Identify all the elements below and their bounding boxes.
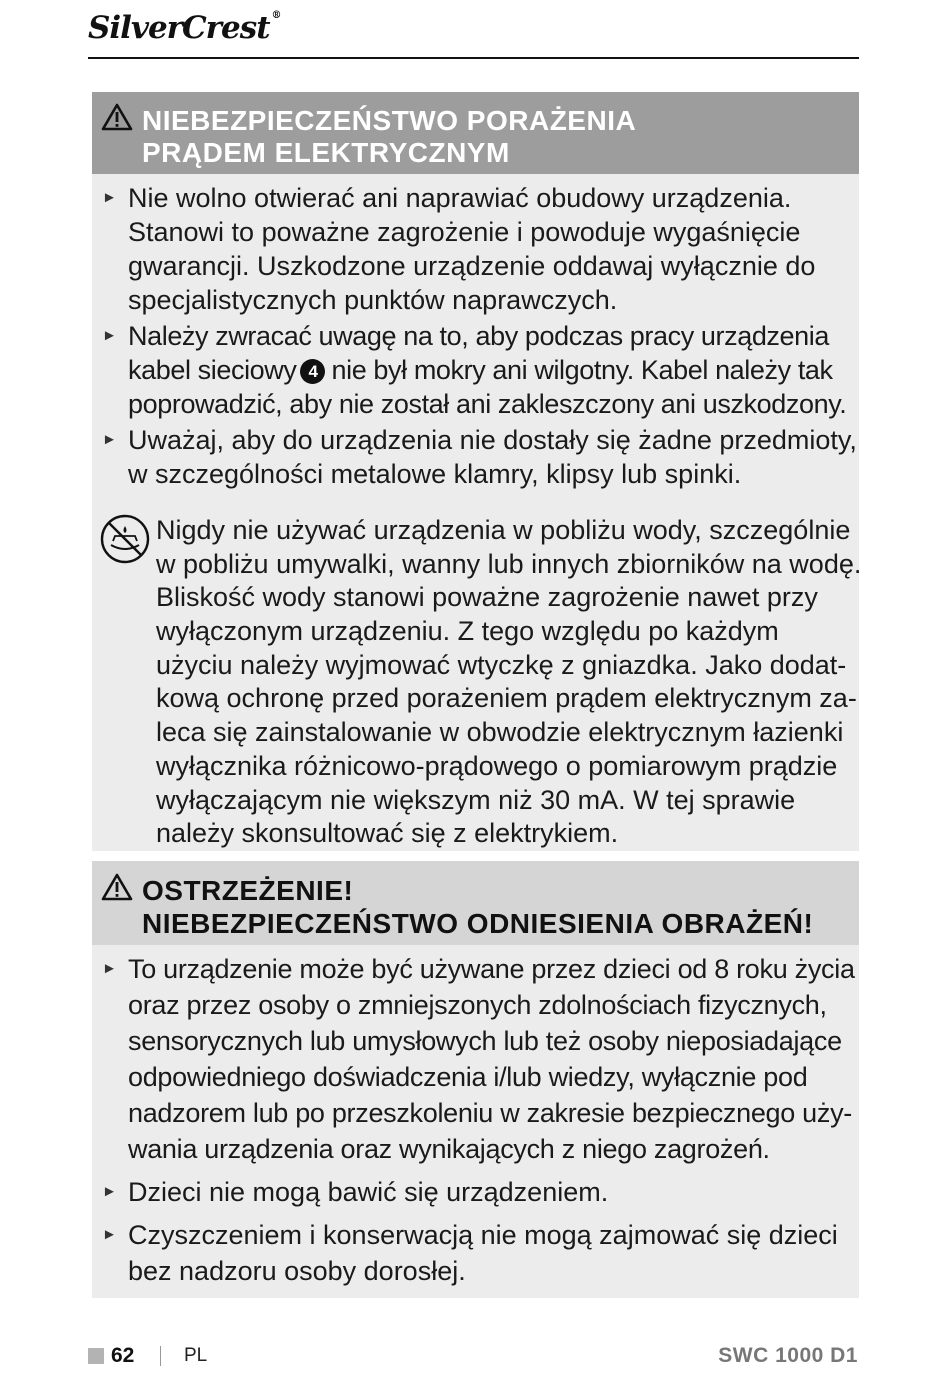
text-line: wyłączonym urządzeniu. Z tego względu po każdym	[156, 616, 779, 647]
footer-square	[88, 1348, 104, 1364]
section-title-line1: NIEBEZPIECZEŃSTWO PORAŻENIA	[142, 105, 637, 136]
text-line: bez nadzoru osoby dorosłej.	[128, 1256, 466, 1286]
text-line: Bliskość wody stanowi poważne zagrożenie nawet przy	[156, 582, 818, 613]
bullet-icon: ►	[102, 327, 117, 344]
bullet-icon: ►	[102, 189, 117, 206]
section-injury-warning-banner	[92, 861, 859, 945]
header-rule	[88, 57, 859, 59]
text-line: wyłącznika różnicowo-prądowego o pomiarowym prądzie	[156, 750, 838, 781]
part-reference-badge: 4	[300, 359, 325, 384]
text-line: specjalistycznych punktów naprawczych.	[128, 285, 618, 315]
bullet-icon: ►	[102, 960, 117, 977]
water-warning-text	[156, 513, 862, 850]
section-title-line2: NIEBEZPIECZEŃSTWO ODNIESIENIA OBRAŻEŃ!	[142, 908, 814, 939]
bullet-icon: ►	[102, 431, 117, 448]
no-water-icon	[99, 513, 151, 565]
page-number: 62	[111, 1344, 135, 1367]
text-line: wania urządzenia oraz wynikających z niego zagrożeń.	[128, 1134, 770, 1164]
text-line: w szczególności metalowe klamry, klipsy lub spinki.	[128, 459, 742, 489]
brand-logo: SilverCrest ®	[88, 10, 281, 46]
bullet-icon: ►	[102, 1226, 117, 1243]
footer-divider	[160, 1346, 161, 1366]
text-line: Nie wolno otwierać ani naprawiać obudowy urządzenia.	[128, 183, 792, 213]
text-line: Uważaj, aby do urządzenia nie dostały się żadne przedmioty,	[128, 425, 857, 455]
language-code: PL	[184, 1345, 208, 1366]
text-line: kabel sieciowy 4 nie był mokry ani wilgotny. Kabel należy tak	[128, 355, 833, 385]
text-line: użyciu należy wyjmować wtyczkę z gniazdka. Jako dodat-	[156, 649, 847, 680]
section-electric-shock-banner	[92, 92, 859, 174]
text-line: w pobliżu umywalki, wanny lub innych zbiorników na wodę.	[156, 548, 862, 579]
text-line: poprowadzić, aby nie został ani zakleszczony ani uszkodzony.	[128, 389, 847, 419]
section-title-line2: PRĄDEM ELEKTRYCZNYM	[142, 137, 510, 168]
text-line: sensorycznych lub umysłowych lub też osoby nieposiadające	[128, 1026, 842, 1056]
text-line: leca się zainstalowanie w obwodzie elektrycznym łazienki	[156, 717, 844, 748]
text-line: Należy zwracać uwagę na to, aby podczas pracy urządzenia	[128, 321, 829, 351]
warning-triangle-icon	[101, 872, 133, 902]
text-line: gwarancji. Uszkodzone urządzenie oddawaj wyłącznie do	[128, 251, 816, 281]
text-line: nadzorem lub po przeszkoleniu w zakresie bezpiecznego uży-	[128, 1098, 852, 1128]
text-line: To urządzenie może być używane przez dzieci od 8 roku życia	[128, 954, 855, 984]
text-line: Stanowi to poważne zagrożenie i powoduje wygaśnięcie	[128, 217, 801, 247]
model-number: SWC 1000 D1	[718, 1344, 858, 1367]
warning-triangle-icon	[101, 102, 133, 132]
text-line: wyłączającym nie większym niż 30 mA. W tej sprawie	[156, 784, 796, 815]
section-title-line1: OSTRZEŻENIE!	[142, 875, 354, 906]
text-line: Nigdy nie używać urządzenia w pobliżu wody, szczególnie	[156, 515, 851, 545]
text-line: oraz przez osoby o zmniejszonych zdolnościach fizycznych,	[128, 990, 827, 1020]
text-line: Czyszczeniem i konserwacją nie mogą zajmować się dzieci	[128, 1220, 838, 1250]
bullet-icon: ►	[102, 1183, 117, 1200]
text-line: należy skonsultować się z elektrykiem.	[156, 818, 619, 849]
text-line: odpowiedniego doświadczenia i/lub wiedzy, wyłącznie pod	[128, 1062, 808, 1092]
text-line: kową ochronę przed porażeniem prądem elektrycznym za-	[156, 683, 857, 714]
text-line: Dzieci nie mogą bawić się urządzeniem.	[128, 1177, 609, 1207]
